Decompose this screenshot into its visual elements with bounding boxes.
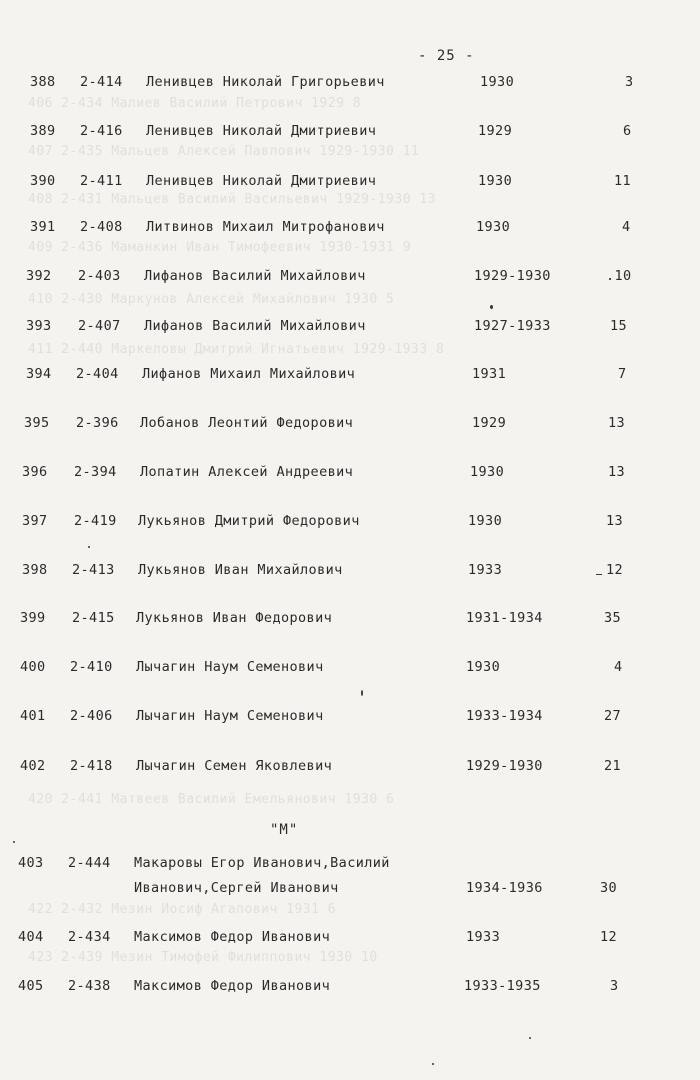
entry-name-continuation: Иванович,Сергей Иванович: [134, 880, 339, 896]
entry-number: 394: [26, 366, 52, 382]
entry-count: 7: [618, 366, 627, 382]
entry-name: Максимов Федор Иванович: [134, 929, 331, 945]
entry-number: 390: [30, 173, 56, 189]
entry-code: 2-403: [78, 268, 121, 284]
page-number: - 25 -: [418, 48, 475, 64]
entry-code: 2-408: [80, 219, 123, 235]
list-item: [0, 610, 700, 632]
scan-speck: [432, 1063, 434, 1065]
list-item: [0, 74, 700, 96]
list-item: [0, 173, 700, 195]
entry-count: 4: [622, 219, 631, 235]
list-item: [0, 855, 700, 877]
entry-years: 1927-1933: [474, 318, 551, 334]
entry-number: 396: [22, 464, 48, 480]
list-item: [0, 562, 700, 584]
entry-code: 2-415: [72, 610, 115, 626]
entry-name: Лобанов Леонтий Федорович: [140, 415, 354, 431]
entry-code: 2-419: [74, 513, 117, 529]
list-item: [0, 415, 700, 437]
entry-code: 2-413: [72, 562, 115, 578]
entry-name: Макаровы Егор Иванович,Василий: [134, 855, 390, 871]
entry-code: 2-406: [70, 708, 113, 724]
entry-code: 2-404: [76, 366, 119, 382]
entry-name: Лифанов Василий Михайлович: [144, 318, 366, 334]
entry-code: 2-434: [68, 929, 111, 945]
entry-years: 1930: [476, 219, 511, 235]
entry-years: 1931: [472, 366, 507, 382]
entry-name: Лукьянов Иван Михайлович: [138, 562, 343, 578]
entry-code: 2-407: [78, 318, 121, 334]
entry-years: 1933-1935: [464, 978, 541, 994]
list-item: [0, 123, 700, 145]
list-item: [0, 708, 700, 730]
entry-number: 400: [20, 659, 46, 675]
entry-code: 2-414: [80, 74, 123, 90]
entry-number: 399: [20, 610, 46, 626]
entry-count: 6: [623, 123, 632, 139]
entry-years: 1930: [466, 659, 501, 675]
entry-code: 2-410: [70, 659, 113, 675]
entry-number: 388: [30, 74, 56, 90]
list-item: [0, 513, 700, 535]
entry-name: Лычагин Семен Яковлевич: [136, 758, 333, 774]
entry-years: 1929: [472, 415, 507, 431]
entry-name: Лычагин Наум Семенович: [136, 659, 324, 675]
entry-code: 2-438: [68, 978, 111, 994]
entry-count: 35: [604, 610, 622, 626]
scan-speck: [529, 1037, 531, 1039]
section-heading-letter: "М": [270, 822, 299, 838]
entry-code: 2-418: [70, 758, 113, 774]
entry-name: Лифанов Михаил Михайлович: [142, 366, 356, 382]
entry-number: 397: [22, 513, 48, 529]
list-item: [0, 464, 700, 486]
entry-code: 2-444: [68, 855, 111, 871]
scan-speck: [361, 690, 363, 696]
entry-count: 15: [610, 318, 628, 334]
entry-code: 2-396: [76, 415, 119, 431]
entry-number: 391: [30, 219, 56, 235]
entry-years: 1933: [468, 562, 503, 578]
scan-speck: [88, 546, 90, 548]
entry-name: Литвинов Михаил Митрофанович: [146, 219, 385, 235]
entry-name: Ленивцев Николай Григорьевич: [146, 74, 385, 90]
entry-years: 1930: [468, 513, 503, 529]
entry-number: 392: [26, 268, 52, 284]
list-item: [0, 758, 700, 780]
entry-count: 27: [604, 708, 622, 724]
entry-years: 1933-1934: [466, 708, 543, 724]
entry-number: 401: [20, 708, 46, 724]
entry-name: Ленивцев Николай Дмитриевич: [146, 173, 377, 189]
entry-number: 403: [18, 855, 44, 871]
entry-number: 389: [30, 123, 56, 139]
entry-count: 12: [606, 562, 624, 578]
entry-count: 13: [608, 415, 626, 431]
entry-name: Лукьянов Иван Федорович: [136, 610, 333, 626]
entry-count: 30: [600, 880, 618, 896]
entry-number: 405: [18, 978, 44, 994]
entry-count: 3: [610, 978, 619, 994]
entry-years: 1930: [478, 173, 513, 189]
entry-count: 3: [625, 74, 634, 90]
entry-count: 4: [614, 659, 623, 675]
scan-speck: [596, 574, 602, 575]
list-item: [0, 929, 700, 951]
entry-code: 2-394: [74, 464, 117, 480]
entry-name: Ленивцев Николай Дмитриевич: [146, 123, 377, 139]
entry-name: Лопатин Алексей Андреевич: [140, 464, 354, 480]
entry-count: 13: [608, 464, 626, 480]
bleed-through-texture: 406 2-434 Малиев Василий Петрович 1929 8 407 2-435 Мальцев Алексей Павлович 1929-1930 11 408 2-431 Мальцев Василий Васильевич 1929-1930 13 409 2-436 Маманкин Иван Тимофеевич 1930-1931 9 410 2-430 Маркунов Алексей Михайлович 1930 5 411 2-440 Маркеловы Дмитрий Игнатьевич 1929-1933 8 420 2-441 Матвеев Василий Емельянович 1930 6 422 2-432 Мезин Иосиф Агапович 1931 6 423 2-439 Мезин Тимофей Филиппович 1930 10: [28, 96, 445, 965]
entry-years: 1929: [478, 123, 513, 139]
entry-code: 2-411: [80, 173, 123, 189]
entry-years: 1929-1930: [466, 758, 543, 774]
list-item: [0, 219, 700, 241]
entry-years: 1930: [470, 464, 505, 480]
entry-name: Максимов Федор Иванович: [134, 978, 331, 994]
list-item: [0, 659, 700, 681]
scan-speck: [13, 841, 15, 843]
list-item: [0, 268, 700, 290]
list-item: [0, 318, 700, 340]
entry-years: 1930: [480, 74, 515, 90]
entry-number: 402: [20, 758, 46, 774]
entry-count: 21: [604, 758, 622, 774]
entry-code: 2-416: [80, 123, 123, 139]
entry-count: .10: [606, 268, 632, 284]
entry-count: 12: [600, 929, 618, 945]
list-item: [0, 978, 700, 1000]
entry-years: 1929-1930: [474, 268, 551, 284]
entry-years: 1931-1934: [466, 610, 543, 626]
entry-years: 1934-1936: [466, 880, 543, 896]
entry-name: Лукьянов Дмитрий Федорович: [138, 513, 360, 529]
entry-number: 404: [18, 929, 44, 945]
entry-count: 13: [606, 513, 624, 529]
list-item: [0, 366, 700, 388]
entry-name: Лифанов Василий Михайлович: [144, 268, 366, 284]
entry-number: 398: [22, 562, 48, 578]
entry-number: 395: [24, 415, 50, 431]
entry-name: Лычагин Наум Семенович: [136, 708, 324, 724]
entry-count: 11: [614, 173, 632, 189]
entry-years: 1933: [466, 929, 501, 945]
scan-speck: [490, 305, 493, 309]
entry-number: 393: [26, 318, 52, 334]
